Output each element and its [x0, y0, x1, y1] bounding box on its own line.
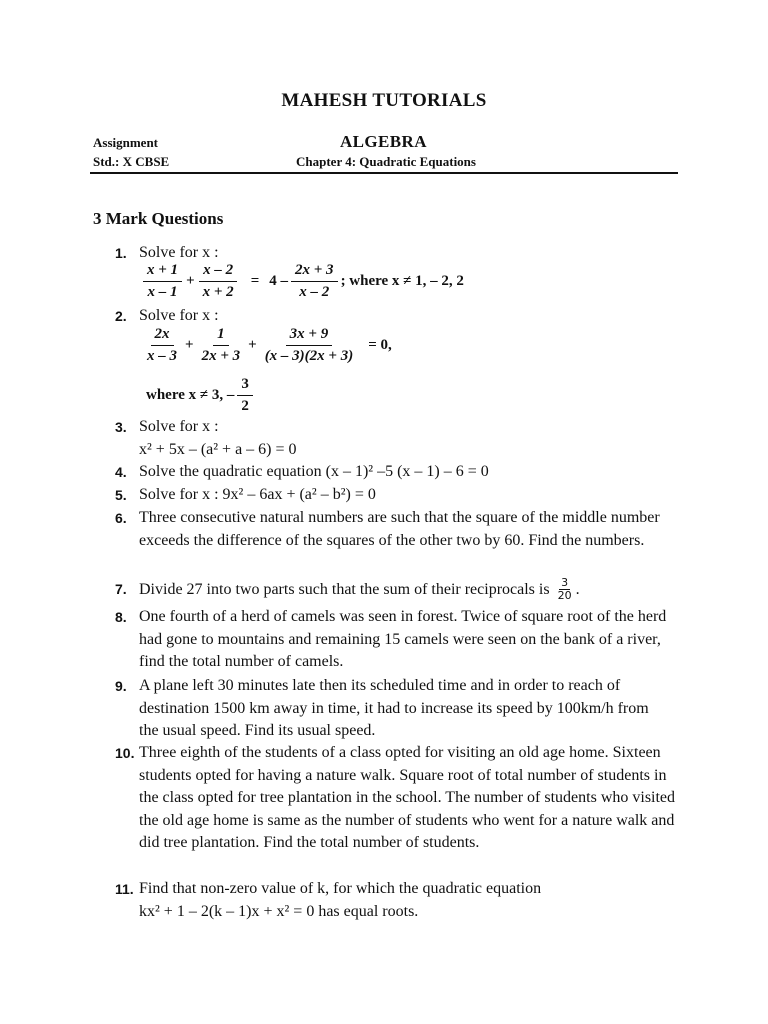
question-text: Three consecutive natural numbers are such that the square of the middle number exceeds the difference of the squares of the other two by 60. Find the numbers. [139, 509, 660, 549]
standard-label: Std.: X CBSE [93, 154, 170, 169]
question-equation: x² + 5x – (a² + a – 6) = 0 [139, 440, 297, 458]
question-number: 7. [115, 581, 127, 597]
question-2 [115, 305, 685, 328]
question-text: Solve for x : [139, 307, 219, 324]
equation-condition: ; where x ≠ 1, – 2, 2 [340, 273, 464, 289]
question-10 [115, 742, 685, 855]
question-number: 11. [115, 881, 134, 897]
question-6 [115, 507, 685, 552]
question-7 [115, 578, 685, 603]
question-text: One fourth of a herd of camels was seen in forest. Twice of square root of the herd had gone to mountains and remaining 15 camels were seen on the bank of a river, find the total number of camels. [139, 608, 667, 670]
question-number: 3. [115, 419, 127, 435]
fraction: $\frac{1}{2x + 3}$ [201, 326, 241, 364]
assignment-label: Assignment [93, 135, 159, 150]
question-4 [115, 461, 685, 484]
question-text: Solve for x : 9x² – 6ax + (a² – b²) = 0 [139, 486, 376, 503]
question-5 [115, 484, 685, 507]
question-number: 2. [115, 308, 127, 324]
question-number: 5. [115, 487, 127, 503]
question-text: Solve for x : [139, 244, 219, 261]
question-text: Solve for x : [139, 418, 219, 435]
question-number: 6. [115, 510, 127, 526]
header-divider [90, 172, 678, 174]
question-9 [115, 675, 685, 743]
question-11 [115, 878, 685, 923]
fraction: $\frac{3}{20}$ [557, 576, 572, 602]
fraction: $\frac{3}{2}$ [237, 376, 253, 415]
fraction: $\frac{3x + 9}{(x - 3)(2x + 3)}$ [264, 326, 354, 364]
question-3 [115, 416, 685, 461]
question-text: Divide 27 into two parts such that the sum of their reciprocals is $\frac{3}{20}$ . [139, 576, 580, 602]
question-text: Solve the quadratic equation (x – 1)² –5 (x – 1) – 6 = 0 [139, 463, 489, 480]
question-text: A plane left 30 minutes late then its scheduled time and in order to reach of destination 1500 km away in time, it had to increase its speed by 100km/h from the usual speed. Find its usual speed. [139, 677, 649, 739]
question-8 [115, 606, 685, 674]
institute-title: MAHESH TUTORIALS [281, 90, 487, 111]
question-number: 4. [115, 464, 127, 480]
chapter-title: Chapter 4: Quadratic Equations [296, 154, 476, 169]
subject-title: ALGEBRA [340, 132, 427, 151]
question-equation: kx² + 1 – 2(k – 1)x + x² = 0 has equal roots. [139, 902, 419, 920]
question-number: 10. [115, 745, 135, 761]
question-1-equation: $\frac{x + 1}{x - 1}$ + $\frac{x - 2}{x + 2}$ = 4 – $\frac{2x + 3}{x - 2}$ ; where x ≠ 1, – 2, 2 [140, 262, 464, 301]
question-2-condition: where x ≠ 3, – $\frac{3}{2}$ [146, 376, 256, 415]
section-title: 3 Mark Questions [93, 209, 224, 228]
question-number: 1. [115, 245, 127, 261]
fraction: $\frac{x - 2}{x + 2}$ [199, 262, 238, 301]
question-number: 9. [115, 678, 127, 694]
question-number: 8. [115, 609, 127, 625]
fraction: $\frac{2x + 3}{x - 2}$ [291, 262, 338, 301]
fraction: $\frac{x + 1}{x - 1}$ [143, 262, 182, 301]
question-text: Three eighth of the students of a class opted for visiting an old age home. Sixteen students opted for having a nature walk. Square root of total number of students in the class opted for tree plantation in the school. The number of students who visited the old age home is same as the number of students who went for a nature walk and did tree plantation. Find the total number of students. [139, 744, 676, 851]
question-text: Find that non-zero value of k, for which the quadratic equation [139, 880, 542, 897]
fraction: $\frac{2x}{x - 3}$ [147, 326, 177, 364]
question-2-equation: $\frac{2x}{x - 3}$ + $\frac{1}{2x + 3}$ + $\frac{3x + 9}{(x - 3)(2x + 3)}$ = 0, [140, 326, 392, 365]
